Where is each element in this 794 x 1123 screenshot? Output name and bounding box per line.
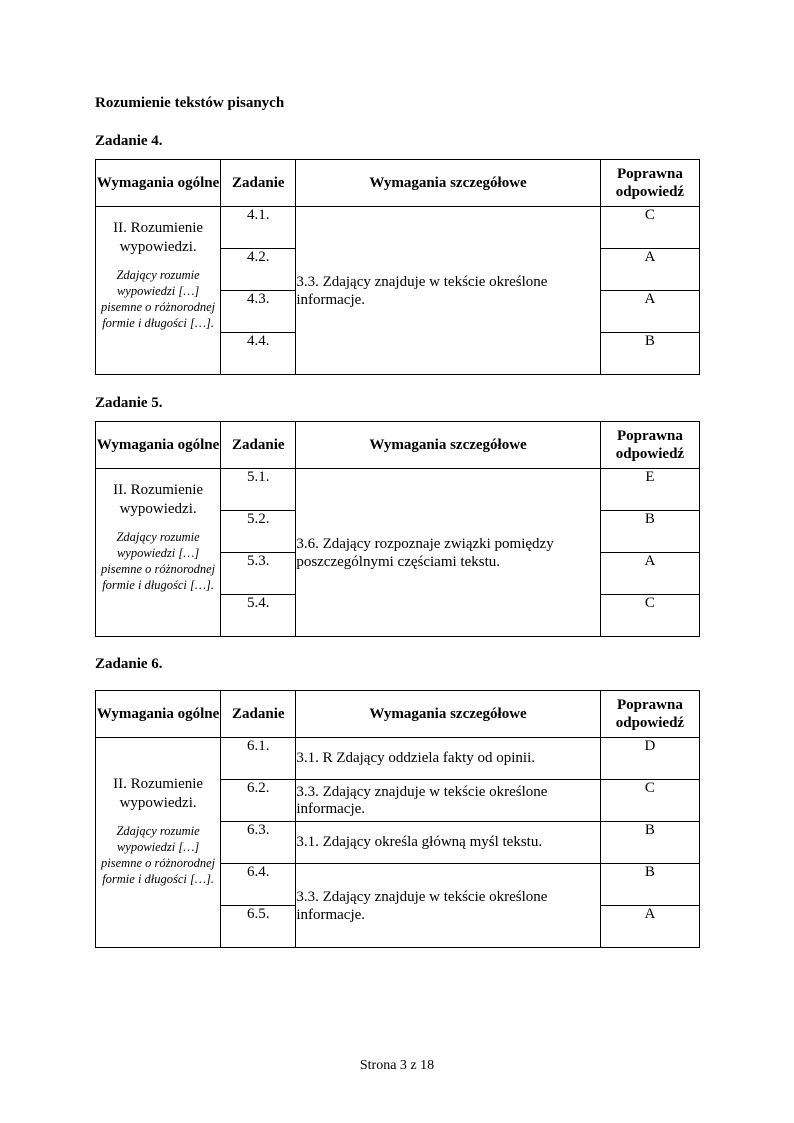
task-number: 5.3.	[221, 553, 296, 595]
answer: E	[600, 469, 699, 511]
answer: A	[600, 249, 699, 291]
specific-requirement: 3.6. Zdający rozpoznaje związki pomiędzy poszczególnymi częściami tekstu.	[296, 469, 601, 637]
header-zadanie: Zadanie	[221, 160, 296, 207]
task-6-title: Zadanie 6.	[95, 656, 163, 672]
answer: C	[600, 780, 699, 822]
task-number: 6.3.	[221, 822, 296, 864]
specific-requirement: 3.1. Zdający określa główną myśl tekstu.	[296, 822, 601, 864]
task-number: 6.2.	[221, 780, 296, 822]
header-ogolne: Wymagania ogólne	[96, 422, 221, 469]
task-number: 4.3.	[221, 291, 296, 333]
task-5-table	[95, 421, 700, 637]
task-5-title: Zadanie 5.	[95, 395, 163, 411]
specific-requirement: 3.3. Zdający znajduje w tekście określone informacje.	[296, 780, 601, 822]
header-ogolne: Wymagania ogólne	[96, 691, 221, 738]
task-number: 5.4.	[221, 595, 296, 637]
general-requirement-detail: Zdający rozumie wypowiedzi […] pisemne o różnorodnej formie i długości […].	[101, 268, 216, 330]
task-number: 6.5.	[221, 906, 296, 948]
task-number: 4.1.	[221, 207, 296, 249]
specific-requirement: 3.3. Zdający znajduje w tekście określone informacje.	[296, 864, 601, 948]
table-row	[96, 738, 700, 780]
task-4-title: Zadanie 4.	[95, 133, 163, 149]
task-number: 6.1.	[221, 738, 296, 780]
header-szczegolowe: Wymagania szczegółowe	[296, 160, 601, 207]
answer: C	[600, 595, 699, 637]
table-row	[96, 207, 700, 249]
task-number: 5.1.	[221, 469, 296, 511]
general-requirement-cell	[96, 738, 221, 948]
answer: A	[600, 906, 699, 948]
answer: A	[600, 291, 699, 333]
task-number: 5.2.	[221, 511, 296, 553]
answer: C	[600, 207, 699, 249]
table-header-row	[96, 160, 700, 207]
task-number: 4.2.	[221, 249, 296, 291]
answer: D	[600, 738, 699, 780]
general-requirement-detail: Zdający rozumie wypowiedzi […] pisemne o różnorodnej formie i długości […].	[101, 823, 216, 886]
answer: B	[600, 511, 699, 553]
task-number: 4.4.	[221, 333, 296, 375]
page-number: Strona 3 z 18	[359, 1058, 435, 1073]
task-number: 6.4.	[221, 864, 296, 906]
header-szczegolowe: Wymagania szczegółowe	[296, 691, 601, 738]
general-requirement-cell	[96, 469, 221, 637]
specific-requirement: 3.3. Zdający znajduje w tekście określone informacje.	[296, 207, 601, 375]
header-zadanie: Zadanie	[221, 691, 296, 738]
header-ogolne: Wymagania ogólne	[96, 160, 221, 207]
task-6-table	[95, 690, 700, 948]
answer: A	[600, 553, 699, 595]
general-requirement-title: II. Rozumienie wypowiedzi.	[113, 482, 204, 517]
header-zadanie: Zadanie	[221, 422, 296, 469]
answer: B	[600, 864, 699, 906]
task-4-table	[95, 159, 700, 375]
table-header-row	[96, 422, 700, 469]
general-requirement-detail: Zdający rozumie wypowiedzi […] pisemne o różnorodnej formie i długości […].	[101, 530, 216, 592]
header-odpowiedz: Poprawna odpowiedź	[600, 422, 699, 469]
specific-requirement: 3.1. R Zdający oddziela fakty od opinii.	[296, 738, 601, 780]
general-requirement-title: II. Rozumienie wypowiedzi.	[113, 775, 204, 811]
table-row	[96, 469, 700, 511]
table-header-row	[96, 691, 700, 738]
answer: B	[600, 822, 699, 864]
answer: B	[600, 333, 699, 375]
header-odpowiedz: Poprawna odpowiedź	[600, 691, 699, 738]
general-requirement-title: II. Rozumienie wypowiedzi.	[113, 220, 204, 255]
header-szczegolowe: Wymagania szczegółowe	[296, 422, 601, 469]
header-odpowiedz: Poprawna odpowiedź	[600, 160, 699, 207]
section-heading: Rozumienie tekstów pisanych	[95, 95, 285, 111]
general-requirement-cell	[96, 207, 221, 375]
